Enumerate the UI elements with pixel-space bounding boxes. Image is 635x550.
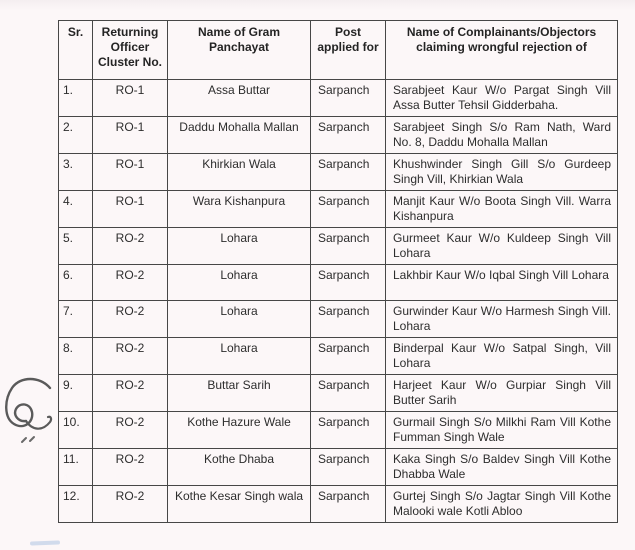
cell-complainant: Khushwinder Singh Gill S/o Gurdeep Singh Vill, Khirkian Wala bbox=[386, 154, 618, 191]
cell-complainant: Sarabjeet Kaur W/o Pargat Singh Vill Assa Butter Tehsil Gidderbaha. bbox=[386, 80, 618, 117]
cell-gram-panchayat: Lohara bbox=[168, 228, 311, 265]
cell-ro-cluster: RO-2 bbox=[93, 449, 168, 486]
cell-complainant: Kaka Singh S/o Baldev Singh Vill Kothe Dhabba Wale bbox=[386, 449, 618, 486]
cell-ro-cluster: RO-2 bbox=[93, 486, 168, 523]
cell-post-applied: Sarpanch bbox=[311, 154, 386, 191]
cell-serial-number: 10. bbox=[59, 412, 93, 449]
table-row bbox=[59, 228, 618, 265]
cell-gram-panchayat: Assa Buttar bbox=[168, 80, 311, 117]
cell-post-applied: Sarpanch bbox=[311, 486, 386, 523]
cell-post-applied: Sarpanch bbox=[311, 301, 386, 338]
cell-post-applied: Sarpanch bbox=[311, 80, 386, 117]
cell-post-applied: Sarpanch bbox=[311, 449, 386, 486]
cell-gram-panchayat: Daddu Mohalla Mallan bbox=[168, 117, 311, 154]
header-post-applied-for: Post applied for bbox=[311, 21, 386, 80]
cell-complainant: Lakhbir Kaur W/o Iqbal Singh Vill Lohara bbox=[386, 265, 618, 301]
table-row bbox=[59, 412, 618, 449]
handwritten-signature-mark bbox=[0, 372, 56, 452]
cell-serial-number: 7. bbox=[59, 301, 93, 338]
table-row bbox=[59, 301, 618, 338]
table-row bbox=[59, 154, 618, 191]
table-row bbox=[59, 265, 618, 301]
cell-ro-cluster: RO-2 bbox=[93, 265, 168, 301]
cell-complainant: Gurtej Singh S/o Jagtar Singh Vill Kothe Malooki wale Kotli Abloo bbox=[386, 486, 618, 523]
table-row bbox=[59, 486, 618, 523]
cell-gram-panchayat: Wara Kishanpura bbox=[168, 191, 311, 228]
cell-ro-cluster: RO-1 bbox=[93, 80, 168, 117]
table-row bbox=[59, 80, 618, 117]
scan-artifact-blue-mark bbox=[30, 540, 60, 545]
cell-ro-cluster: RO-2 bbox=[93, 412, 168, 449]
cell-gram-panchayat: Buttar Sarih bbox=[168, 375, 311, 412]
cell-serial-number: 11. bbox=[59, 449, 93, 486]
cell-serial-number: 2. bbox=[59, 117, 93, 154]
cell-post-applied: Sarpanch bbox=[311, 265, 386, 301]
cell-serial-number: 1. bbox=[59, 80, 93, 117]
cell-gram-panchayat: Khirkian Wala bbox=[168, 154, 311, 191]
cell-ro-cluster: RO-1 bbox=[93, 117, 168, 154]
header-row bbox=[59, 21, 618, 80]
cell-ro-cluster: RO-2 bbox=[93, 301, 168, 338]
table-row bbox=[59, 117, 618, 154]
cell-post-applied: Sarpanch bbox=[311, 117, 386, 154]
cell-post-applied: Sarpanch bbox=[311, 338, 386, 375]
header-sr: Sr. bbox=[59, 21, 93, 80]
cell-ro-cluster: RO-2 bbox=[93, 338, 168, 375]
cell-complainant: Gurwinder Kaur W/o Harmesh Singh Vill. Lohara bbox=[386, 301, 618, 338]
table-row bbox=[59, 338, 618, 375]
cell-complainant: Harjeet Kaur W/o Gurpiar Singh Vill Butter Sarih bbox=[386, 375, 618, 412]
header-gram-panchayat: Name of Gram Panchayat bbox=[168, 21, 311, 80]
cell-serial-number: 8. bbox=[59, 338, 93, 375]
cell-post-applied: Sarpanch bbox=[311, 191, 386, 228]
table-body bbox=[59, 80, 618, 523]
cell-serial-number: 4. bbox=[59, 191, 93, 228]
table-row bbox=[59, 375, 618, 412]
cell-complainant: Sarabjeet Singh S/o Ram Nath, Ward No. 8, Daddu Mohalla Mallan bbox=[386, 117, 618, 154]
cell-gram-panchayat: Lohara bbox=[168, 301, 311, 338]
cell-serial-number: 3. bbox=[59, 154, 93, 191]
cell-gram-panchayat: Kothe Dhaba bbox=[168, 449, 311, 486]
cell-complainant: Binderpal Kaur W/o Satpal Singh, Vill Lohara bbox=[386, 338, 618, 375]
cell-serial-number: 5. bbox=[59, 228, 93, 265]
table-row bbox=[59, 191, 618, 228]
cell-post-applied: Sarpanch bbox=[311, 412, 386, 449]
rejection-complaints-table bbox=[58, 20, 618, 523]
cell-complainant: Gurmeet Kaur W/o Kuldeep Singh Vill Lohara bbox=[386, 228, 618, 265]
cell-gram-panchayat: Lohara bbox=[168, 265, 311, 301]
cell-ro-cluster: RO-2 bbox=[93, 375, 168, 412]
cell-ro-cluster: RO-1 bbox=[93, 191, 168, 228]
cell-serial-number: 9. bbox=[59, 375, 93, 412]
cell-serial-number: 6. bbox=[59, 265, 93, 301]
cell-ro-cluster: RO-1 bbox=[93, 154, 168, 191]
cell-gram-panchayat: Kothe Hazure Wale bbox=[168, 412, 311, 449]
cell-complainant: Gurmail Singh S/o Milkhi Ram Vill Kothe Fumman Singh Wale bbox=[386, 412, 618, 449]
cell-complainant: Manjit Kaur W/o Boota Singh Vill. Warra Kishanpura bbox=[386, 191, 618, 228]
cell-post-applied: Sarpanch bbox=[311, 228, 386, 265]
cell-gram-panchayat: Kothe Kesar Singh wala bbox=[168, 486, 311, 523]
cell-gram-panchayat: Lohara bbox=[168, 338, 311, 375]
cell-serial-number: 12. bbox=[59, 486, 93, 523]
cell-ro-cluster: RO-2 bbox=[93, 228, 168, 265]
header-complainants: Name of Complainants/Objectors claiming wrongful rejection of bbox=[386, 21, 618, 80]
cell-post-applied: Sarpanch bbox=[311, 375, 386, 412]
header-returning-officer-cluster: Returning Officer Cluster No. bbox=[93, 21, 168, 80]
table-row bbox=[59, 449, 618, 486]
